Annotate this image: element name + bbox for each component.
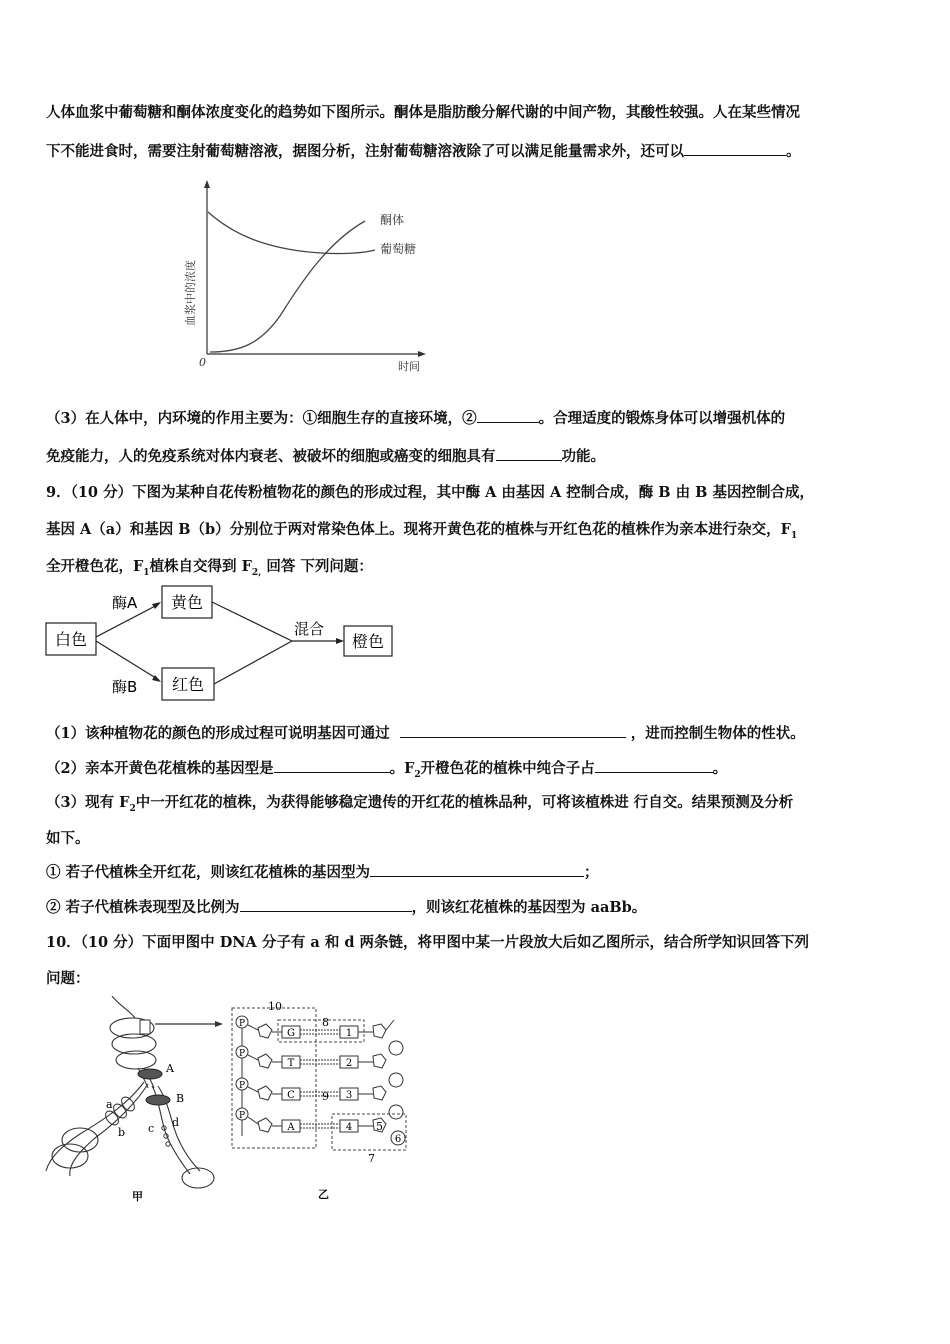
- num-10: 10: [268, 1000, 282, 1013]
- figure-yi-dna-segment: [228, 998, 418, 1204]
- answer-blank[interactable]: [240, 897, 412, 912]
- q8-part3-line1: [46, 407, 785, 428]
- origin-label: 0: [199, 356, 206, 369]
- label-b: b: [118, 1126, 126, 1139]
- answer-blank[interactable]: [477, 408, 539, 423]
- subscript: 2,: [251, 567, 262, 578]
- enzyme-a-icon: [138, 1069, 162, 1079]
- subscript: 1: [143, 567, 150, 578]
- label-a: a: [106, 1098, 113, 1111]
- subscript: 2: [414, 769, 421, 780]
- label-orange: 橙色: [351, 632, 385, 651]
- q8-part3-text-c: 免疫能力，人的免疫系统对体内衰老、被破坏的细胞或癌变的细胞具有: [46, 448, 496, 465]
- row-3: [236, 1073, 403, 1101]
- q9-line3: [46, 555, 373, 578]
- line-yellow-to-mix: [212, 602, 292, 641]
- sugar-icon: [258, 1024, 272, 1038]
- answer-blank[interactable]: [274, 758, 390, 773]
- base-A: A: [287, 1122, 295, 1133]
- q9-r1-b: ；: [584, 864, 599, 881]
- answer-blank[interactable]: [370, 862, 584, 877]
- enzyme-b-icon: [146, 1095, 170, 1105]
- ketone-curve: [210, 221, 365, 352]
- answer-blank[interactable]: [684, 141, 786, 156]
- num-4: 4: [345, 1122, 353, 1133]
- num-8: 8: [322, 1016, 329, 1029]
- q9-p1-a: （1）该种植物花的颜色的形成过程可说明基因可通过: [46, 725, 390, 742]
- q9-line2-text: 基因 A（a）和基因 B（b）分别位于两对常染色体上。现将开黄色花的植株与开红色花的植株作为亲本进行杂交，F: [46, 521, 791, 538]
- arrowhead: [336, 638, 344, 644]
- phosphate-icon: P: [238, 1111, 246, 1121]
- arrow-to-red: [96, 641, 159, 680]
- answer-blank[interactable]: [400, 723, 626, 738]
- label-B: B: [176, 1092, 185, 1105]
- q10-line1: 10．（10 分）下面甲图中 DNA 分子有 a 和 d 两条链，将甲图中某一片段放大后如乙图所示，结合所学知识回答下列: [46, 934, 810, 951]
- q8-intro-line2-text: 下不能进食时，需要注射葡萄糖溶液，据图分析，注射葡萄糖溶液除了可以满足能量需求外，还可以: [46, 143, 684, 160]
- q9-line1: 9．（10 分）下图为某种自花传粉植物花的颜色的形成过程，其中酶 A 由基因 A 控制合成，酶 B 由 B 基因控制合成，: [46, 484, 814, 501]
- num-1: 1: [345, 1028, 353, 1039]
- y-axis-label: 血浆中的浓度: [184, 260, 197, 326]
- num-7: 7: [368, 1152, 375, 1165]
- dna-coil: [182, 1168, 214, 1188]
- label-enzyme-a: 酶A: [112, 594, 138, 612]
- legend-glucose: 葡萄糖: [380, 242, 417, 256]
- phosphate-icon: P: [238, 1081, 246, 1091]
- q9-line3-b: 植株自交得到 F: [149, 558, 252, 575]
- zoom-arrow: [155, 1018, 225, 1030]
- q9-p2-b: 。F: [389, 760, 415, 777]
- q9-p3-line2: 如下。: [46, 830, 90, 847]
- q8-intro-line1: 人体血浆中葡萄糖和酮体浓度变化的趋势如下图所示。酮体是脂肪酸分解代谢的中间产物，其酸性较强。人在某些情况: [46, 104, 800, 121]
- q9-p2: [46, 757, 727, 780]
- q9-r1-a: ① 若子代植株全开红花，则该红花植株的基因型为: [46, 864, 371, 881]
- q9-p1: [46, 722, 805, 743]
- base-C: C: [287, 1090, 295, 1101]
- region-10: [232, 1008, 316, 1148]
- q8-intro-line2: [46, 140, 801, 161]
- q9-p2-a: （2）亲本开黄色花植株的基因型是: [46, 760, 274, 777]
- subscript: 1: [790, 530, 798, 541]
- q9-p3-a: （3）现有 F: [46, 794, 130, 811]
- flower-color-pathway: [44, 584, 404, 704]
- q9-p2-c: 开橙色花的植株中纯合子占: [420, 760, 595, 777]
- q8-intro-end: 。: [786, 143, 801, 160]
- answer-blank[interactable]: [496, 446, 562, 461]
- q8-part3-text-d: 功能。: [561, 448, 605, 465]
- label-enzyme-b: 酶B: [112, 678, 138, 696]
- num-9: 9: [322, 1090, 329, 1103]
- label-d: d: [172, 1116, 180, 1129]
- answer-blank[interactable]: [595, 758, 713, 773]
- q9-p3-b: 中一开红花的植株，为获得能够稳定遗传的开红花的植株品种，可将该植株进 行自交。结果预测及分析: [135, 794, 794, 811]
- num-2: 2: [345, 1058, 353, 1069]
- label-mix: 混合: [294, 620, 325, 638]
- q9-result2: [46, 896, 646, 917]
- base-T: T: [287, 1058, 295, 1069]
- y-axis-arrow: [204, 180, 210, 188]
- caption-yi: 乙: [318, 1188, 329, 1201]
- subscript: 2: [129, 803, 136, 814]
- q9-p2-d: 。: [712, 760, 728, 777]
- base-G: G: [287, 1028, 295, 1039]
- arrowhead: [152, 602, 161, 609]
- q9-line3-a: 全开橙色花，F: [46, 558, 144, 575]
- num-5: 5: [376, 1120, 383, 1133]
- phosphate-icon: P: [238, 1049, 246, 1059]
- caption-jia: 甲: [132, 1190, 143, 1203]
- q9-p3: [46, 791, 793, 814]
- q9-line3-c: 回答 下列问题：: [261, 558, 373, 575]
- x-axis-label: 时间: [398, 360, 420, 373]
- q8-part3-text-b: 。合理适度的锻炼身体可以增强机体的: [538, 410, 786, 427]
- q8-part3-text-a: （3）在人体中，内环境的作用主要为：①细胞生存的直接环境，②: [46, 410, 477, 427]
- num-6: 6: [394, 1134, 402, 1145]
- q8-part3-line2: [46, 445, 605, 466]
- dna-coil: [52, 1144, 88, 1168]
- glucose-ketone-chart: [180, 176, 450, 376]
- q9-line2: [46, 518, 797, 541]
- label-white: 白色: [54, 630, 88, 649]
- glucose-curve: [208, 212, 375, 254]
- label-c: c: [148, 1122, 155, 1135]
- label-red: 红色: [171, 675, 205, 694]
- label-A: A: [166, 1062, 174, 1075]
- row-1: [236, 1016, 394, 1039]
- label-yellow: 黄色: [170, 593, 204, 612]
- zoom-box: [140, 1020, 150, 1034]
- row-2: [236, 1041, 403, 1069]
- num-3: 3: [345, 1090, 353, 1101]
- q9-p1-b: ，进而控制生物体的性状。: [630, 725, 805, 742]
- q9-r2-b: ，则该红花植株的基因型为 aaBb。: [411, 899, 647, 916]
- phosphate-icon: P: [238, 1019, 246, 1029]
- q9-result1: [46, 861, 599, 882]
- line-red-to-mix: [214, 641, 292, 684]
- q10-line2: 问题：: [46, 970, 90, 987]
- q9-r2-a: ② 若子代植株表现型及比例为: [46, 899, 240, 916]
- x-axis-arrow: [418, 351, 426, 357]
- legend-ketone: 酮体: [380, 213, 405, 227]
